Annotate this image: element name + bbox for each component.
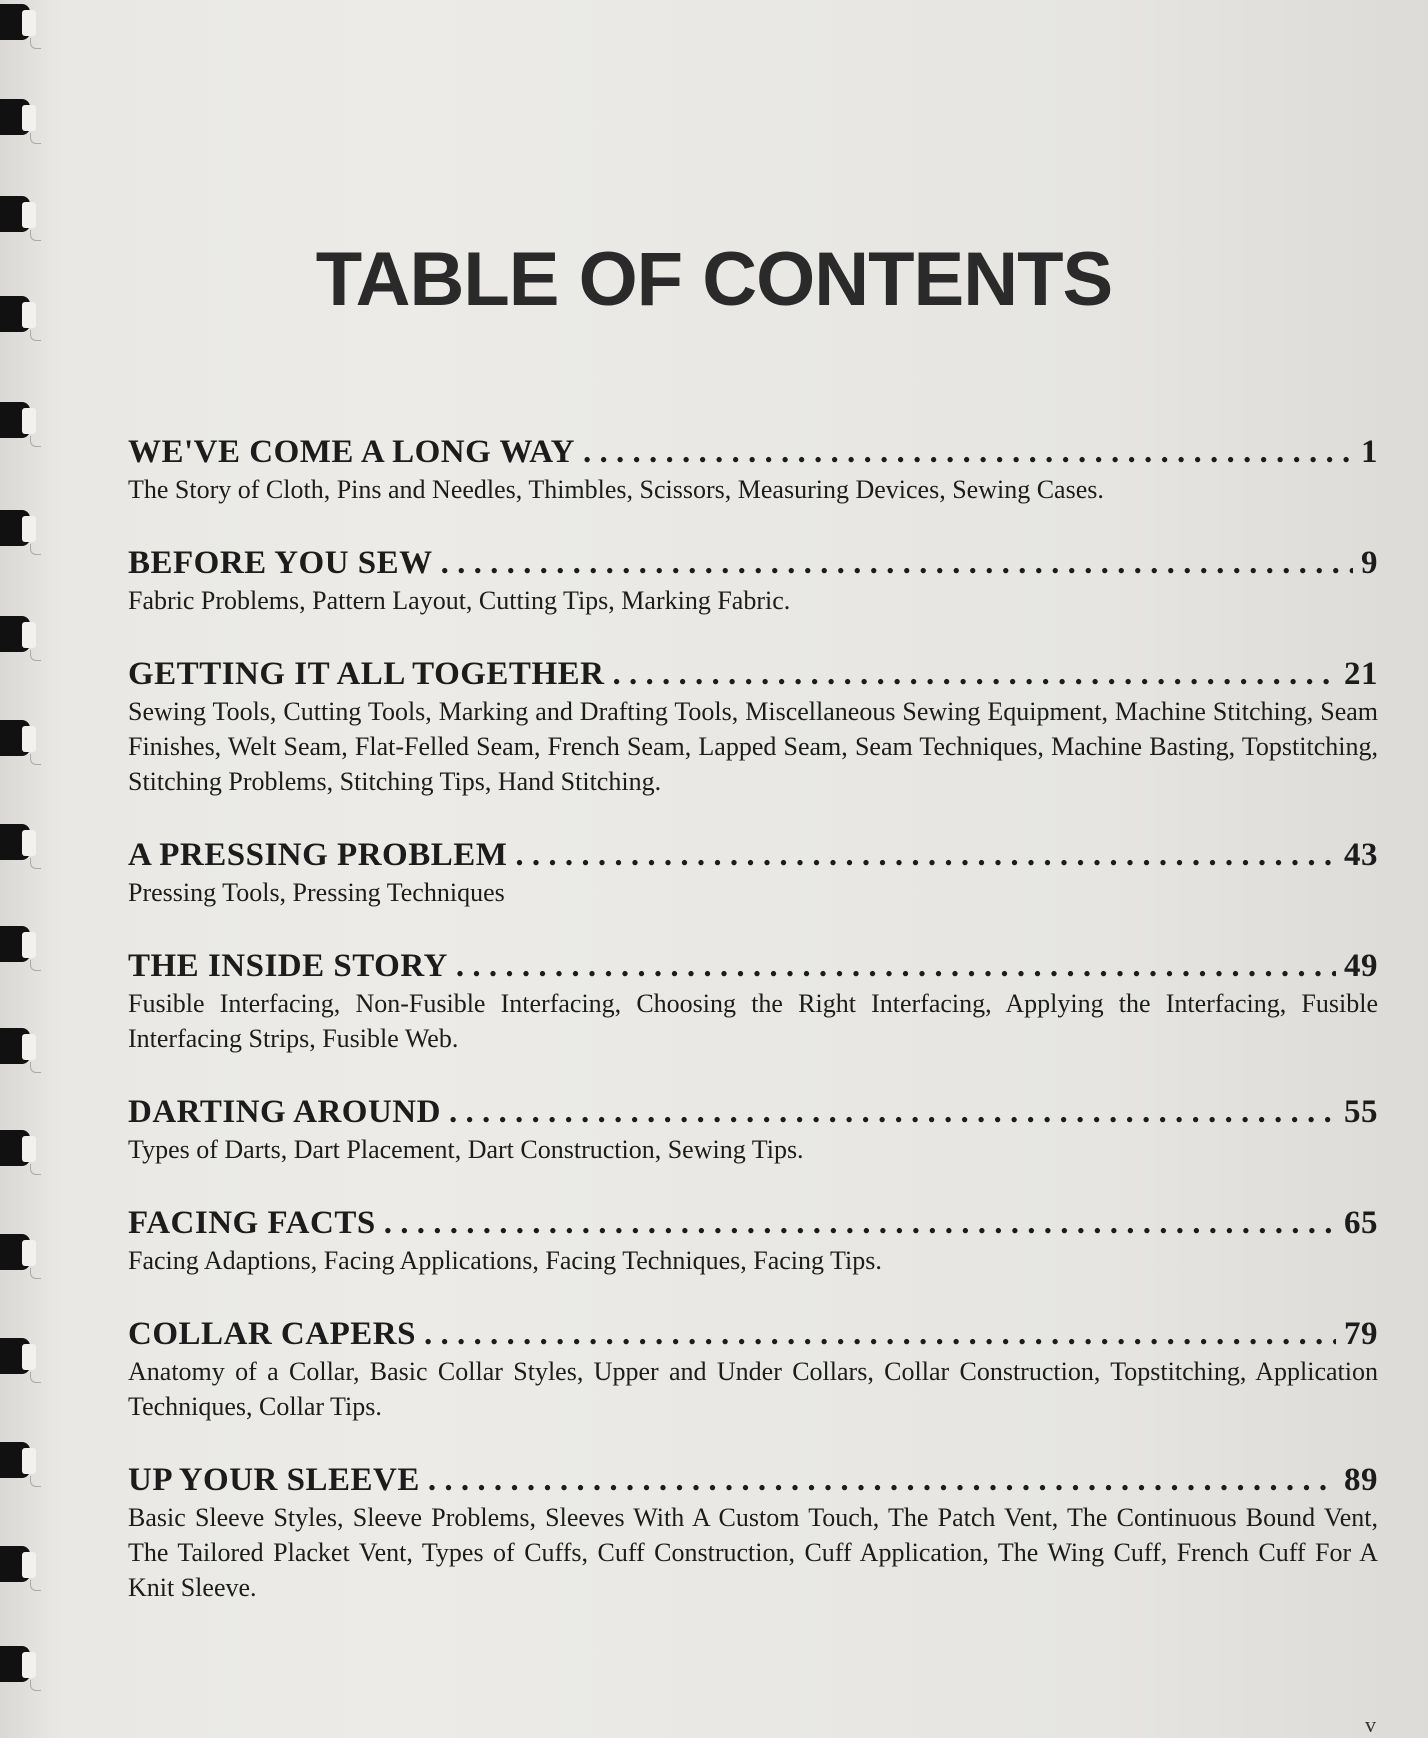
dot-leader	[449, 1092, 1336, 1132]
page-number: 65	[1344, 1205, 1378, 1241]
page-number: 79	[1344, 1316, 1378, 1352]
toc-entry	[128, 543, 1378, 618]
chapter-title: A PRESSING PROBLEM	[128, 837, 508, 873]
binding-coil	[0, 614, 40, 658]
dot-leader	[384, 1203, 1336, 1243]
toc-entry	[128, 1203, 1378, 1278]
toc-entry	[128, 432, 1378, 507]
binding-coil	[0, 1128, 40, 1172]
chapter-description: Fabric Problems, Pattern Layout, Cutting Tips, Marking Fabric.	[128, 586, 791, 615]
chapter-title: GETTING IT ALL TOGETHER	[128, 656, 605, 692]
dot-leader	[583, 432, 1353, 472]
dot-leader	[456, 946, 1336, 986]
page-title: TABLE OF CONTENTS	[315, 237, 1113, 322]
chapter-description: Facing Adaptions, Facing Applications, Facing Techniques, Facing Tips.	[128, 1246, 882, 1275]
chapter-description: Sewing Tools, Cutting Tools, Marking and Drafting Tools, Miscellaneous Sewing Equipment, Machine Stitching, Seam Finishes, Welt Seam, Flat-Felled Seam, French Seam, Lapped Seam, Seam Techniques, Machine Basting, Topstitching, Stitching Problems, Stitching Tips, Hand Stitching.	[128, 697, 1378, 796]
toc-entry	[128, 1460, 1378, 1605]
toc-heading-line	[128, 1203, 1378, 1243]
toc-heading-line	[128, 543, 1378, 583]
chapter-title: THE INSIDE STORY	[128, 948, 448, 984]
page-number: 1	[1361, 434, 1378, 470]
binding-coil	[0, 1644, 40, 1688]
toc-heading-line	[128, 1314, 1378, 1354]
binding-coil	[0, 1336, 40, 1380]
toc-heading-line	[128, 835, 1378, 875]
page-number: 89	[1344, 1462, 1378, 1498]
binding-coil	[0, 2, 40, 46]
toc-heading-line	[128, 1460, 1378, 1500]
toc-entry	[128, 835, 1378, 910]
dot-leader	[428, 1460, 1336, 1500]
binding-coil	[0, 194, 40, 238]
chapter-description: Types of Darts, Dart Placement, Dart Construction, Sewing Tips.	[128, 1135, 804, 1164]
binding-coil	[0, 1026, 40, 1070]
binding-coil	[0, 1232, 40, 1276]
chapter-title: UP YOUR SLEEVE	[128, 1462, 420, 1498]
chapter-description: Basic Sleeve Styles, Sleeve Problems, Sleeves With A Custom Touch, The Patch Vent, The Continuous Bound Vent, The Tailored Placket Vent, Types of Cuffs, Cuff Construction, Cuff Application, The Wing Cuff, French Cuff For A Knit Sleeve.	[128, 1503, 1378, 1602]
binding-coil	[0, 1440, 40, 1484]
table-of-contents	[128, 432, 1378, 1605]
chapter-description: Pressing Tools, Pressing Techniques	[128, 878, 505, 907]
page-number: 43	[1344, 837, 1378, 873]
binding-coil	[0, 718, 40, 762]
chapter-title: BEFORE YOU SEW	[128, 545, 433, 581]
chapter-title: WE'VE COME A LONG WAY	[128, 434, 575, 470]
chapter-title: FACING FACTS	[128, 1205, 376, 1241]
chapter-title: COLLAR CAPERS	[128, 1316, 416, 1352]
toc-entry	[128, 946, 1378, 1056]
page-number: 21	[1344, 656, 1378, 692]
dot-leader	[424, 1314, 1336, 1354]
dot-leader	[515, 835, 1336, 875]
binding-coil	[0, 924, 40, 968]
binding-coil	[0, 400, 40, 444]
page-number: 49	[1344, 948, 1378, 984]
toc-heading-line	[128, 1092, 1378, 1132]
binding-coil	[0, 508, 40, 552]
page-number: 55	[1344, 1094, 1378, 1130]
dot-leader	[441, 543, 1353, 583]
page-number: 9	[1361, 545, 1378, 581]
chapter-description: Fusible Interfacing, Non-Fusible Interfacing, Choosing the Right Interfacing, Applying the Interfacing, Fusible Interfacing Strips, Fusible Web.	[128, 989, 1378, 1053]
toc-entry	[128, 1092, 1378, 1167]
dot-leader	[612, 654, 1336, 694]
binding-coil	[0, 822, 40, 866]
binding-coil	[0, 97, 40, 141]
toc-heading-line	[128, 432, 1378, 472]
binding-coil	[0, 1544, 40, 1588]
chapter-title: DARTING AROUND	[128, 1094, 441, 1130]
toc-entry	[128, 654, 1378, 799]
chapter-description: The Story of Cloth, Pins and Needles, Thimbles, Scissors, Measuring Devices, Sewing Cases.	[128, 475, 1104, 504]
toc-heading-line	[128, 946, 1378, 986]
toc-entry	[128, 1314, 1378, 1424]
chapter-description: Anatomy of a Collar, Basic Collar Styles, Upper and Under Collars, Collar Construction, Topstitching, Application Techniques, Collar Tips.	[128, 1357, 1378, 1421]
folio-page-number: v	[1365, 1712, 1376, 1737]
toc-heading-line	[128, 654, 1378, 694]
